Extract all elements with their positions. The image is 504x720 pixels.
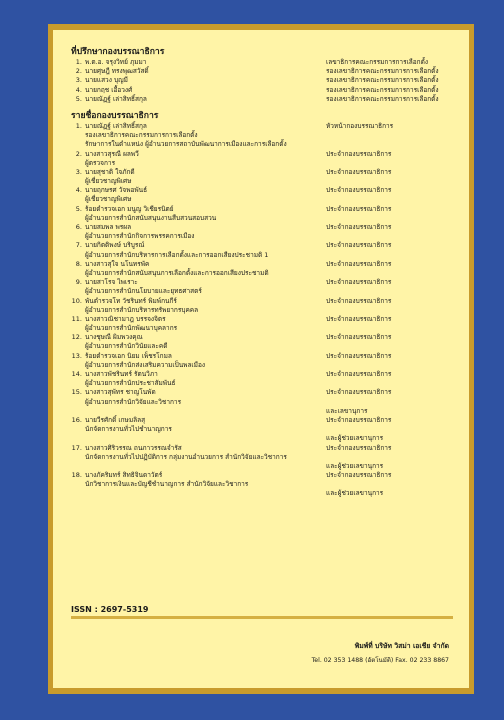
item-number: 2. [75, 149, 82, 158]
editors-title: รายชื่อกองบรรณาธิการ [71, 110, 159, 121]
item-name: นางสาวสุใจ นโนทรพัค [85, 259, 150, 268]
item-role: ประจำกองบรรณาธิการ [326, 351, 392, 360]
item-position: รองเลขาธิการคณะกรรมการการเลือกตั้ง [85, 131, 198, 140]
item-role: ประจำกองบรรณาธิการ [326, 149, 392, 158]
item-number: 5. [75, 204, 82, 213]
item-number: 3. [75, 76, 82, 85]
printer-name: พิมพ์ที่ บริษัท วิสม่า เอเชีย จำกัด [354, 642, 449, 650]
item-number: 15. [71, 388, 82, 397]
item-name: นายสุชาติ ใจภักดี [85, 167, 135, 176]
item-name: นายวีรศักดิ์ เกษมลิลสุ [85, 415, 146, 424]
list-item [71, 186, 463, 195]
item-name: นายณัฏฐ์ เล่าสิทธิ์สกุล [85, 94, 147, 103]
list-item [71, 278, 463, 287]
editors-list [71, 122, 463, 499]
item-number: 13. [71, 351, 82, 360]
item-position: ผู้อำนวยการสำนักสนับสนุนงานสืบสวนสอบสวน [85, 213, 217, 222]
list-item [71, 168, 463, 177]
item-name: ร้อยตำรวจเอก นิยม เพ็ชรโกมล [85, 351, 172, 360]
item-number: 17. [71, 443, 82, 452]
item-role: ประจำกองบรรณาธิการ [326, 167, 392, 176]
item-role: รองเลขาธิการคณะกรรมการการเลือกตั้ง [326, 76, 439, 85]
item-role: ประจำกองบรรณาธิการ [326, 259, 392, 268]
item-name: นายณัฏฐ์ เล่าสิทธิ์สกุล [85, 121, 147, 130]
item-role: ประจำกองบรรณาธิการ [326, 443, 392, 452]
item-role: รองเลขาธิการคณะกรรมการการเลือกตั้ง [326, 94, 439, 103]
item-name: พ.ต.อ. จรุงวิทย์ ภุมมา [85, 58, 147, 66]
item-role: ประจำกองบรรณาธิการ [326, 241, 392, 250]
list-item [71, 388, 463, 397]
item-position: นักวิชาการเงินและบัญชีชำนาญการ สำนักวิจัยและวิชาการ [85, 480, 249, 489]
item-number: 8. [75, 259, 82, 268]
list-item [71, 260, 463, 269]
item-role: หัวหน้ากองบรรณาธิการ [326, 121, 394, 130]
item-number: 10. [71, 296, 82, 305]
item-position: ผู้อำนวยการสำนักกิจการพรรคการเมือง [85, 232, 195, 241]
list-item [71, 86, 463, 95]
list-item [71, 434, 463, 443]
item-number: 9. [75, 278, 82, 287]
item-position: รักษาการในตำแหน่ง ผู้อำนวยการสถาบันพัฒนาการเมืองและการเลือกตั้ง [85, 140, 287, 149]
item-name: นายศุษฎี ทรงพุฒสวัสดิ์ [85, 67, 149, 76]
item-role: รองเลขาธิการคณะกรรมการการเลือกตั้ง [326, 85, 439, 94]
item-name: นางภัคริมทร์ สิทธิจินดาวัตร์ [85, 471, 163, 480]
item-number: 4. [75, 186, 82, 195]
item-number: 7. [75, 241, 82, 250]
item-position: ผู้อำนวยการสำนักบริหารทรัพยากรบุคคล [85, 305, 199, 314]
item-name: นายสาโรจ ไพเราะ [85, 278, 138, 287]
list-item [71, 76, 463, 85]
list-item [71, 241, 463, 250]
item-name: นายกิตติพงษ์ บริบูรณ์ [85, 241, 145, 250]
item-position: ผู้ตรวจการ [85, 158, 116, 167]
item-name: นายแสวง บุญมี [85, 76, 128, 85]
item-number: 14. [71, 370, 82, 378]
item-role: ประจำกองบรรณาธิการ [326, 314, 392, 323]
item-name: นายกฤช เอื้อวงศ์ [85, 85, 133, 94]
item-position: นักจัดการงานทั่วไปปฏิบัติการ กลุ่มงานอำนวยการ สำนักวิจัยและวิชาการ [85, 452, 287, 461]
item-position: ผู้อำนวยการสำนักวินัยและคดี [85, 342, 168, 351]
list-item [71, 471, 463, 480]
contact-phone: Tel. 02 353 1488 (อัตโนมัติ) Fax. 02 233 8867 [311, 657, 449, 664]
advisors-list [71, 58, 463, 104]
advisors-title: ที่ปรึกษากองบรรณาธิการ [71, 47, 165, 57]
item-position: ผู้อำนวยการสำนักส่งเสริมความเป็นพลเมือง [85, 360, 206, 369]
list-item [71, 67, 463, 76]
list-item [71, 315, 463, 324]
list-item [71, 489, 463, 498]
content [71, 46, 463, 499]
item-position: ผู้เชี่ยวชาญพิเศษ [85, 195, 132, 204]
item-role: ประจำกองบรรณาธิการ [326, 370, 392, 378]
list-item [71, 95, 463, 104]
item-role: และเลขานุการ [326, 406, 368, 415]
item-name: นางสาวสุรณี ผลพวี [85, 149, 139, 158]
item-role: ประจำกองบรรณาธิการ [326, 388, 392, 397]
item-number: 12. [71, 333, 82, 342]
item-name: นางสาวพัชรินทร์ รัตนวิภา [85, 370, 158, 378]
list-item [71, 333, 463, 342]
item-role: ประจำกองบรรณาธิการ [326, 223, 392, 231]
list-item [71, 462, 463, 471]
item-number: 11. [71, 314, 82, 323]
divider-rule [71, 616, 453, 619]
item-name: นายฤกษรศ วัจพอพันธ์ [85, 186, 148, 195]
item-role: ประจำกองบรรณาธิการ [326, 278, 392, 287]
item-number: 6. [75, 223, 82, 231]
item-number: 16. [71, 415, 82, 424]
list-item [71, 58, 463, 67]
item-position: ผู้เชี่ยวชาญพิเศษ [85, 177, 132, 186]
list-item [71, 370, 463, 379]
list-item [71, 223, 463, 232]
list-item [71, 297, 463, 306]
list-item [71, 352, 463, 361]
item-role: ประจำกองบรรณาธิการ [326, 415, 392, 424]
item-name: นางสาวณิชามาฎ บรรจงจิตร [85, 314, 166, 323]
list-item [71, 205, 463, 214]
list-item [71, 416, 463, 425]
item-position: ผู้อำนวยการสำนักบริหารการเลือกตั้งและการออกเสียงประชามติ 1 [85, 250, 269, 259]
item-name: ร้อยตำรวจเอก มนูญ วิเชียรนิตย์ [85, 204, 174, 213]
item-number: 5. [75, 94, 82, 103]
issn: ISSN : 2697-5319 [71, 605, 149, 614]
item-name: นางชุษณี ผิมพวงคุณ [85, 333, 143, 342]
item-name: นายสมพล พรผล [85, 223, 132, 231]
item-role: และผู้ช่วยเลขานุการ [326, 461, 384, 470]
item-position: ผู้อำนวยการสำนักพัฒนาบุคลากร [85, 324, 178, 333]
item-role: และผู้ช่วยเลขานุการ [326, 489, 384, 498]
item-number: 2. [75, 67, 82, 76]
item-name: นางสาวศิริวรรณ ถนภาวรรณจำรัส [85, 443, 182, 452]
item-position: นักจัดการงานทั่วไปชำนาญการ [85, 425, 172, 434]
item-number: 18. [71, 471, 82, 480]
item-position: ผู้อำนวยการสำนักวิจัยและวิชาการ [85, 397, 182, 406]
item-name: พันตำรวจโท วัชรินทร์ พิมพ์กนกีร์ [85, 296, 177, 305]
list-item [71, 122, 463, 131]
item-number: 3. [75, 167, 82, 176]
item-position: ผู้อำนวยการสำนักประชาสัมพันธ์ [85, 379, 176, 388]
list-item [71, 407, 463, 416]
item-role: เลขาธิการคณะกรรมการการเลือกตั้ง [326, 58, 429, 66]
item-role: ประจำกองบรรณาธิการ [326, 471, 392, 480]
item-role: ประจำกองบรรณาธิการ [326, 204, 392, 213]
item-number: 1. [75, 58, 82, 66]
item-number: 1. [75, 121, 82, 130]
item-role: รองเลขาธิการคณะกรรมการการเลือกตั้ง [326, 67, 439, 76]
item-number: 4. [75, 85, 82, 94]
item-position: ผู้อำนวยการสำนักนโยบายและยุทธศาสตร์ [85, 287, 202, 296]
item-role: และผู้ช่วยเลขานุการ [326, 434, 384, 443]
list-item [71, 150, 463, 159]
item-role: ประจำกองบรรณาธิการ [326, 296, 392, 305]
list-item [71, 444, 463, 453]
item-name: นางสาวสุพัทร ชาญโนพัด [85, 388, 156, 397]
item-position: ผู้อำนวยการสำนักสนับสนุนการเลือกตั้งและการออกเสียงประชามติ [85, 268, 269, 277]
item-role: ประจำกองบรรณาธิการ [326, 333, 392, 342]
item-role: ประจำกองบรรณาธิการ [326, 186, 392, 195]
